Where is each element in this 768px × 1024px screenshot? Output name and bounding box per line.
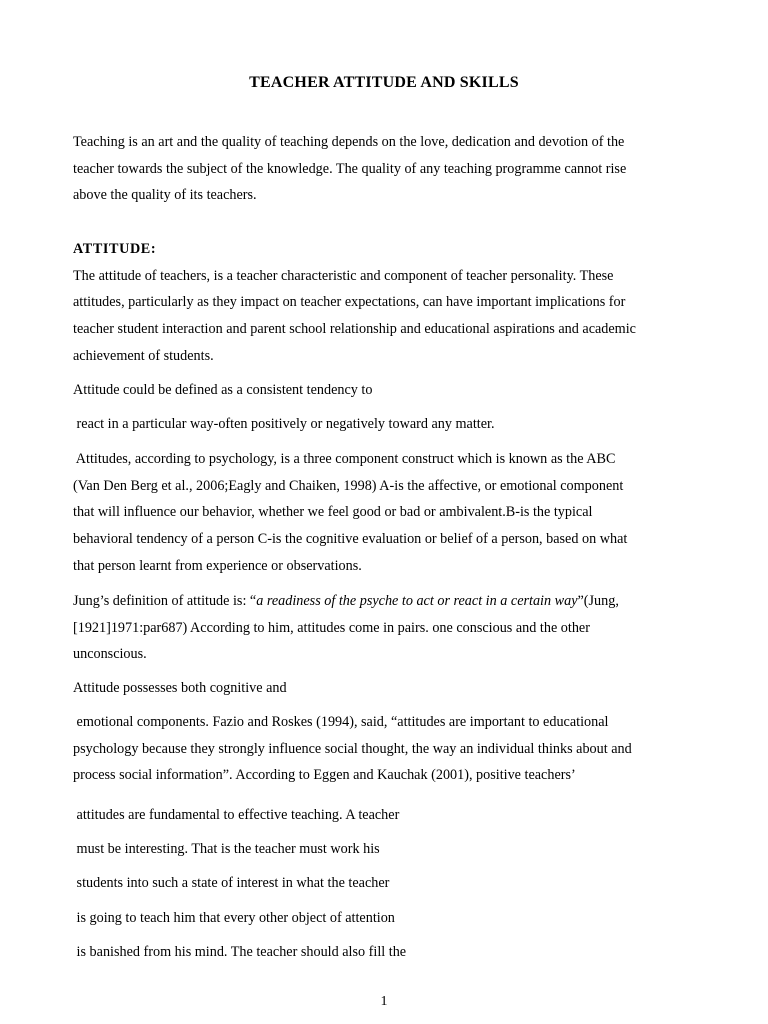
text-line: unconscious. [73,646,147,663]
text-line: attitudes, particularly as they impact on teacher expectations, can have important implications for [73,294,626,311]
text-line: students into such a state of interest in what the teacher [73,875,390,892]
definition-line-2 [73,411,703,438]
attitude-section [73,236,703,370]
text-line: (Van Den Berg et al., 2006;Eagly and Chaiken, 1998) A-is the affective, or emotional component [73,477,624,494]
text-line: teacher student interaction and parent school relationship and educational aspirations and academic [73,321,636,338]
text-line: react in a particular way-often positively or negatively toward any matter. [73,416,495,432]
text-line: teacher towards the subject of the knowledge. The quality of any teaching programme cannot rise [73,160,627,177]
text-line: must be interesting. That is the teacher must work his [73,841,380,858]
jung-quote: a readiness of the psyche to act or react in a certain way [256,593,578,609]
text-line: achievement of students. [73,347,214,364]
text-line: above the quality of its teachers. [73,187,257,204]
page-number: 1 [380,994,388,1009]
text-line: is banished from his mind. The teacher should also fill the [73,943,407,960]
text-line: [1921]1971:par687) According to him, attitudes come in pairs. one conscious and the other [73,619,590,636]
page-title: TEACHER ATTITUDE AND SKILLS [249,74,519,91]
text-line [73,588,703,615]
fazio-paragraph [73,709,703,789]
text-line: emotional components. Fazio and Roskes (1994), said, “attitudes are important to educational [73,714,609,730]
text-line: that person learnt from experience or observations. [73,557,362,574]
abc-paragraph [73,446,703,580]
text-line: process social information”. According to Eggen and Kauchak (2001), positive teachers’ [73,767,576,784]
tail-lines [73,798,703,969]
definition-line-1 [73,377,703,404]
text-line: is going to teach him that every other object of attention [73,909,395,926]
text-line: attitudes are fundamental to effective teaching. A teacher [73,807,400,823]
text-line: psychology because they strongly influence social thought, the way an individual thinks about and [73,740,632,757]
text-line: that will influence our behavior, whether we feel good or bad or ambivalent.B-is the typical [73,504,593,521]
section-heading: ATTITUDE: [73,241,157,257]
possess-line [73,675,703,702]
text-line: Attitude could be defined as a consistent tendency to [73,382,373,398]
jung-prefix: Jung’s definition of attitude is: “ [73,593,257,609]
text-line: behavioral tendency of a person C-is the cognitive evaluation or belief of a person, based on what [73,531,628,548]
jung-suffix: ”(Jung, [577,593,619,609]
intro-paragraph [73,129,703,209]
text-line: Attitudes, according to psychology, is a three component construct which is known as the ABC [73,451,616,467]
jung-paragraph [73,588,703,668]
text-line: Attitude possesses both cognitive and [73,680,287,696]
text-line: Teaching is an art and the quality of teaching depends on the love, dedication and devotion of the [73,134,625,150]
text-line: The attitude of teachers, is a teacher characteristic and component of teacher personality. These [73,267,614,284]
